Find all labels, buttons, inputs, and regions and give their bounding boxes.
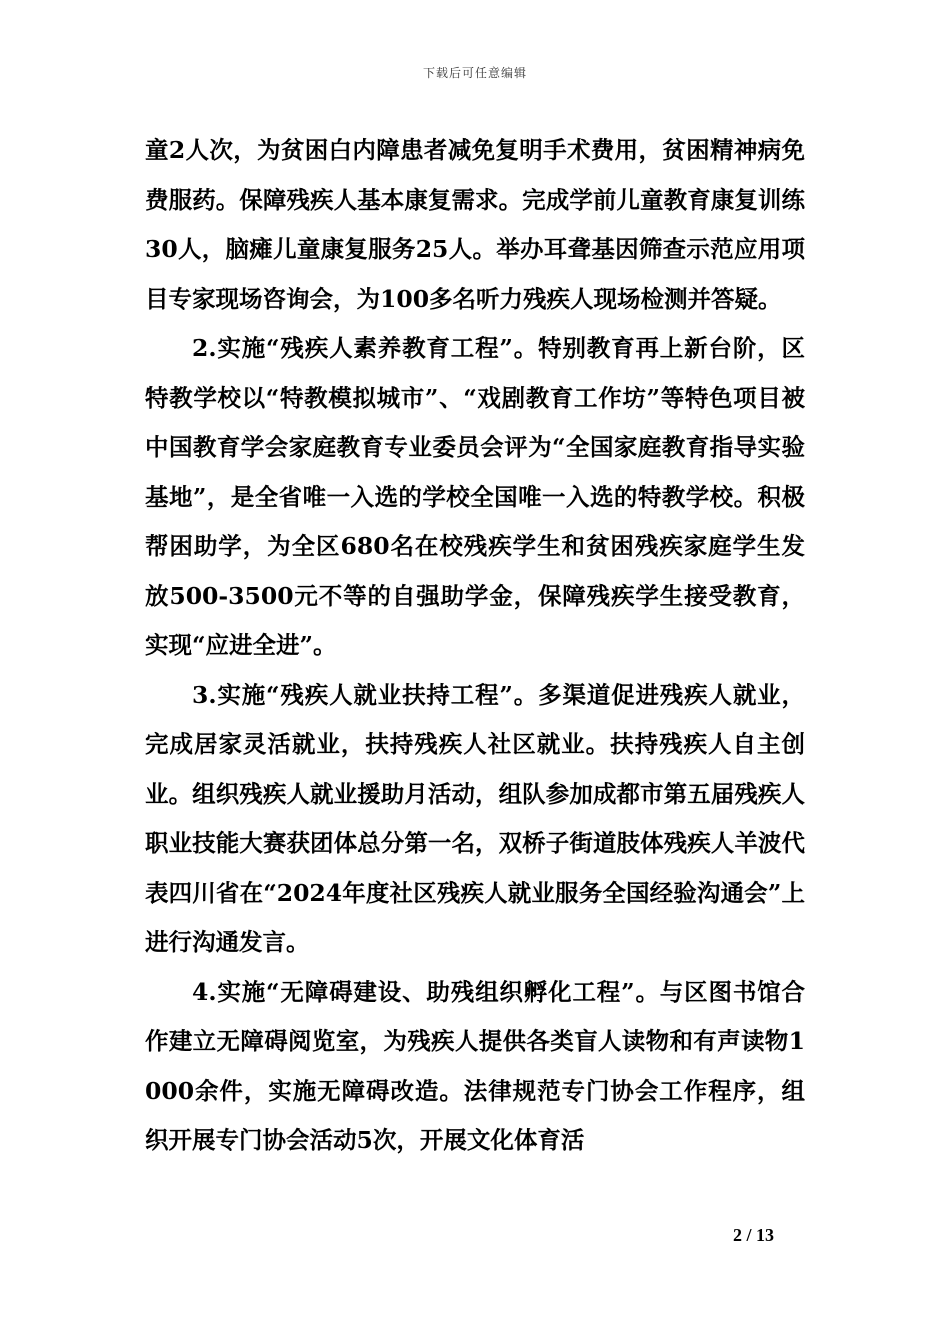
paragraph-4: 4.实施“无障碍建设、助残组织孵化工程”。与区图书馆合作建立无障碍阅览室，为残疾人提供各类盲人读物和有声读物1000余件，实施无障碍改造。法律规范专门协会工作程序，组织开展专门协会活动5次，开展文化体育活 [145, 977, 805, 1154]
document-body [145, 126, 805, 1166]
page-number: 2 / 13 [733, 1225, 775, 1245]
paragraph-3: 3.实施“残疾人就业扶持工程”。多渠道促进残疾人就业，完成居家灵活就业，扶持残疾人社区就业。扶持残疾人自主创业。组织残疾人就业援助月活动，组队参加成都市第五届残疾人职业技能大赛获团体总分第一名，双桥子街道肢体残疾人羊波代表四川省在“2024年度社区残疾人就业服务全国经验沟通会”上进行沟通发言。 [145, 680, 805, 956]
page-header-note: 下载后可任意编辑 [422, 66, 527, 80]
paragraph-2: 2.实施“残疾人素养教育工程”。特别教育再上新台阶，区特教学校以“特教模拟城市”、“戏剧教育工作坊”等特色项目被中国教育学会家庭教育专业委员会评为“全国家庭教育指导实验基地”，是全省唯一入选的学校全国唯一入选的特教学校。积极帮困助学，为全区680名在校残疾学生和贫困残疾家庭学生发放500-3500元不等的自强助学金，保障残疾学生接受教育，实现“应进全进”。 [145, 334, 805, 659]
paragraph-1: 童2人次，为贫困白内障患者减免复明手术费用，贫困精神病免费服药。保障残疾人基本康复需求。完成学前儿童教育康复训练30人，脑瘫儿童康复服务25人。举办耳聋基因筛查示范应用项目专家现场咨询会，为100多名听力残疾人现场检测并答疑。 [145, 136, 805, 313]
